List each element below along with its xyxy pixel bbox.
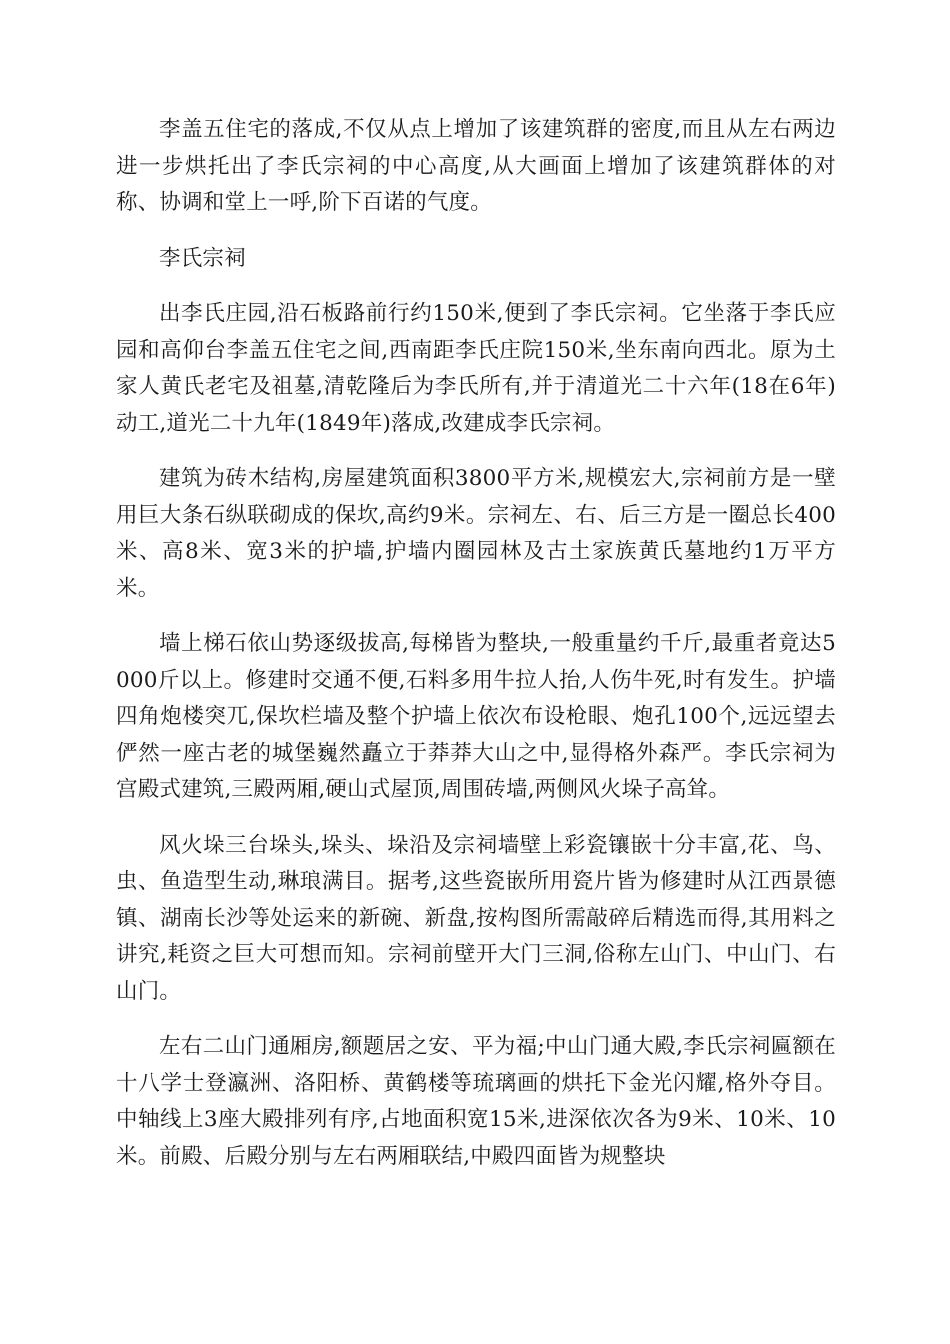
paragraph-structure: 建筑为砖木结构,房屋建筑面积3800平方米,规模宏大,宗祠前方是一壁用巨大条石纵联砌成的保坎,高约9米。宗祠左、右、后三方是一圈总长400米、高8米、宽3米的护墙,护墙内圈园林及古土家族黄氏墓地约1万平方米。 <box>116 466 836 601</box>
paragraph-walls: 墙上梯石依山势逐级拔高,每梯皆为整块,一般重量约千斤,最重者竟达5000斤以上。修建时交通不便,石料多用牛拉人抬,人伤牛死,时有发生。护墙四角炮楼突兀,保坎栏墙及整个护墙上依次布设枪眼、炮孔100个,远远望去俨然一座古老的城堡巍然矗立于莽莽大山之中,显得格外森严。李氏宗祠为宫殿式建筑,三殿两厢,硬山式屋顶,周围砖墙,两侧风火垛子高耸。 <box>116 631 836 802</box>
paragraph-location: 出李氏庄园,沿石板路前行约150米,便到了李氏宗祠。它坐落于李氏应园和高仰台李盖五住宅之间,西南距李氏庄院150米,坐东南向西北。原为土家人黄氏老宅及祖墓,清乾隆后为李氏所有,并于清道光二十六年(18在6年)动工,道光二十九年(1849年)落成,改建成李氏宗祠。 <box>116 301 836 436</box>
paragraph-gates-halls: 左右二山门通厢房,额题居之安、平为福;中山门通大殿,李氏宗祠匾额在十八学士登瀛洲、洛阳桥、黄鹤楼等琉璃画的烘托下金光闪耀,格外夺目。中轴线上3座大殿排列有序,占地面积宽15米,进深依次各为9米、10米、10米。前殿、后殿分别与左右两厢联结,中殿四面皆为规整块 <box>116 1034 836 1169</box>
paragraph-li-gaiwu-residence: 李盖五住宅的落成,不仅从点上增加了该建筑群的密度,而且从左右两边进一步烘托出了李氏宗祠的中心高度,从大画面上增加了该建筑群体的对称、协调和堂上一呼,阶下百诺的气度。 <box>116 117 836 215</box>
section-heading-li-ancestral-hall: 李氏宗祠 <box>159 245 246 271</box>
document-page <box>116 112 836 1194</box>
paragraph-decoration: 风火垛三台垛头,垛头、垛沿及宗祠墙壁上彩瓷镶嵌十分丰富,花、鸟、虫、鱼造型生动,琳琅满目。据考,这些瓷嵌所用瓷片皆为修建时从江西景德镇、湖南长沙等处运来的新碗、新盘,按构图所需敲碎后精选而得,其用料之讲究,耗资之巨大可想而知。宗祠前壁开大门三洞,俗称左山门、中山门、右山门。 <box>116 832 836 1004</box>
